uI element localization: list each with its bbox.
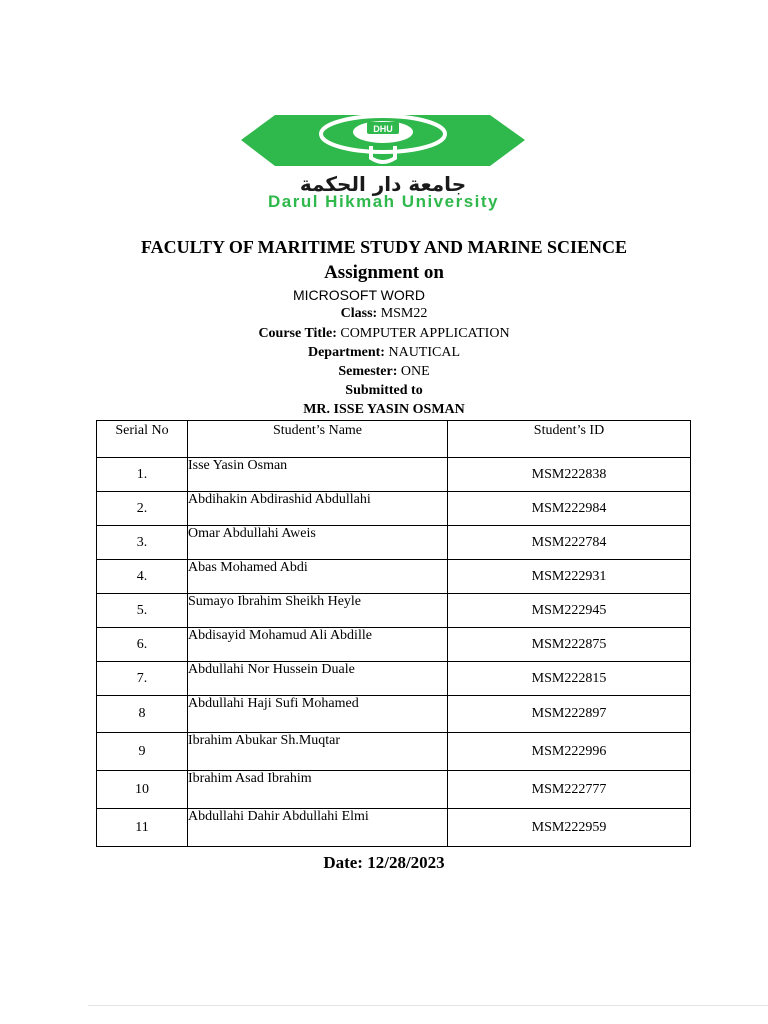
- id-cell: MSM222931: [448, 560, 691, 594]
- submitted-to-label: Submitted to: [345, 383, 423, 398]
- submission-date: Date: 12/28/2023: [323, 853, 445, 872]
- page-divider: [88, 1005, 768, 1006]
- id-cell: MSM222996: [448, 733, 691, 771]
- id-cell: MSM222984: [448, 492, 691, 526]
- table-row: [97, 733, 691, 771]
- serial-cell: 2.: [97, 492, 188, 526]
- id-cell: MSM222777: [448, 771, 691, 809]
- name-cell: Omar Abdullahi Aweis: [188, 526, 448, 560]
- name-cell: Abdullahi Nor Hussein Duale: [188, 662, 448, 696]
- name-cell: Abdisayid Mohamud Ali Abdille: [188, 628, 448, 662]
- serial-cell: 1.: [97, 458, 188, 492]
- class-value: MSM22: [380, 306, 428, 321]
- logo-badge-text: DHU: [373, 124, 393, 134]
- name-cell: Abas Mohamed Abdi: [188, 560, 448, 594]
- faculty-title: FACULTY OF MARITIME STUDY AND MARINE SCIENCE: [140, 237, 628, 257]
- serial-cell: 4.: [97, 560, 188, 594]
- assignment-title: Assignment on: [324, 262, 444, 283]
- table-row: [97, 492, 691, 526]
- column-header-id: Student’s ID: [448, 421, 691, 458]
- semester-value: ONE: [400, 364, 430, 379]
- id-cell: MSM222784: [448, 526, 691, 560]
- column-header-name: Student’s Name: [188, 421, 448, 458]
- logo-latin-text: Darul Hikmah University: [267, 192, 499, 211]
- serial-cell: 10: [97, 771, 188, 809]
- name-cell: Abdullahi Dahir Abdullahi Elmi: [188, 809, 448, 847]
- serial-cell: 8: [97, 696, 188, 733]
- department-value: NAUTICAL: [388, 345, 461, 360]
- name-cell: Ibrahim Asad Ibrahim: [188, 771, 448, 809]
- table-row: [97, 526, 691, 560]
- table-row: [97, 560, 691, 594]
- instructor-name: MR. ISSE YASIN OSMAN: [303, 402, 465, 417]
- class-line: [0, 306, 768, 322]
- table-row: [97, 771, 691, 809]
- class-label: Class:: [340, 306, 378, 321]
- id-cell: MSM222815: [448, 662, 691, 696]
- name-cell: Abdullahi Haji Sufi Mohamed: [188, 696, 448, 733]
- id-cell: MSM222838: [448, 458, 691, 492]
- name-cell: Abdihakin Abdirashid Abdullahi: [188, 492, 448, 526]
- semester-line: [0, 364, 768, 380]
- serial-cell: 7.: [97, 662, 188, 696]
- column-header-serial: Serial No: [97, 421, 188, 458]
- serial-cell: 6.: [97, 628, 188, 662]
- id-cell: MSM222875: [448, 628, 691, 662]
- serial-cell: 11: [97, 809, 188, 847]
- logo-arabic-text: جامعة دار الحكمة: [299, 172, 467, 196]
- course-label: Course Title:: [258, 326, 337, 341]
- department-line: [0, 345, 768, 361]
- id-cell: MSM222897: [448, 696, 691, 733]
- course-line: [0, 326, 768, 342]
- table-row: [97, 696, 691, 733]
- name-cell: Ibrahim Abukar Sh.Muqtar: [188, 733, 448, 771]
- subject-line: MICROSOFT WORD: [293, 287, 425, 303]
- table-row: [97, 458, 691, 492]
- table-row: [97, 628, 691, 662]
- id-cell: MSM222959: [448, 809, 691, 847]
- table-row: [97, 662, 691, 696]
- university-logo: [145, 112, 620, 210]
- students-table: [96, 420, 691, 847]
- id-cell: MSM222945: [448, 594, 691, 628]
- name-cell: Isse Yasin Osman: [188, 458, 448, 492]
- semester-label: Semester:: [338, 364, 398, 379]
- serial-cell: 5.: [97, 594, 188, 628]
- serial-cell: 3.: [97, 526, 188, 560]
- serial-cell: 9: [97, 733, 188, 771]
- table-row: [97, 594, 691, 628]
- course-value: COMPUTER APPLICATION: [340, 326, 510, 341]
- name-cell: Sumayo Ibrahim Sheikh Heyle: [188, 594, 448, 628]
- department-label: Department:: [307, 345, 385, 360]
- table-row: [97, 809, 691, 847]
- table-header-row: [97, 421, 691, 458]
